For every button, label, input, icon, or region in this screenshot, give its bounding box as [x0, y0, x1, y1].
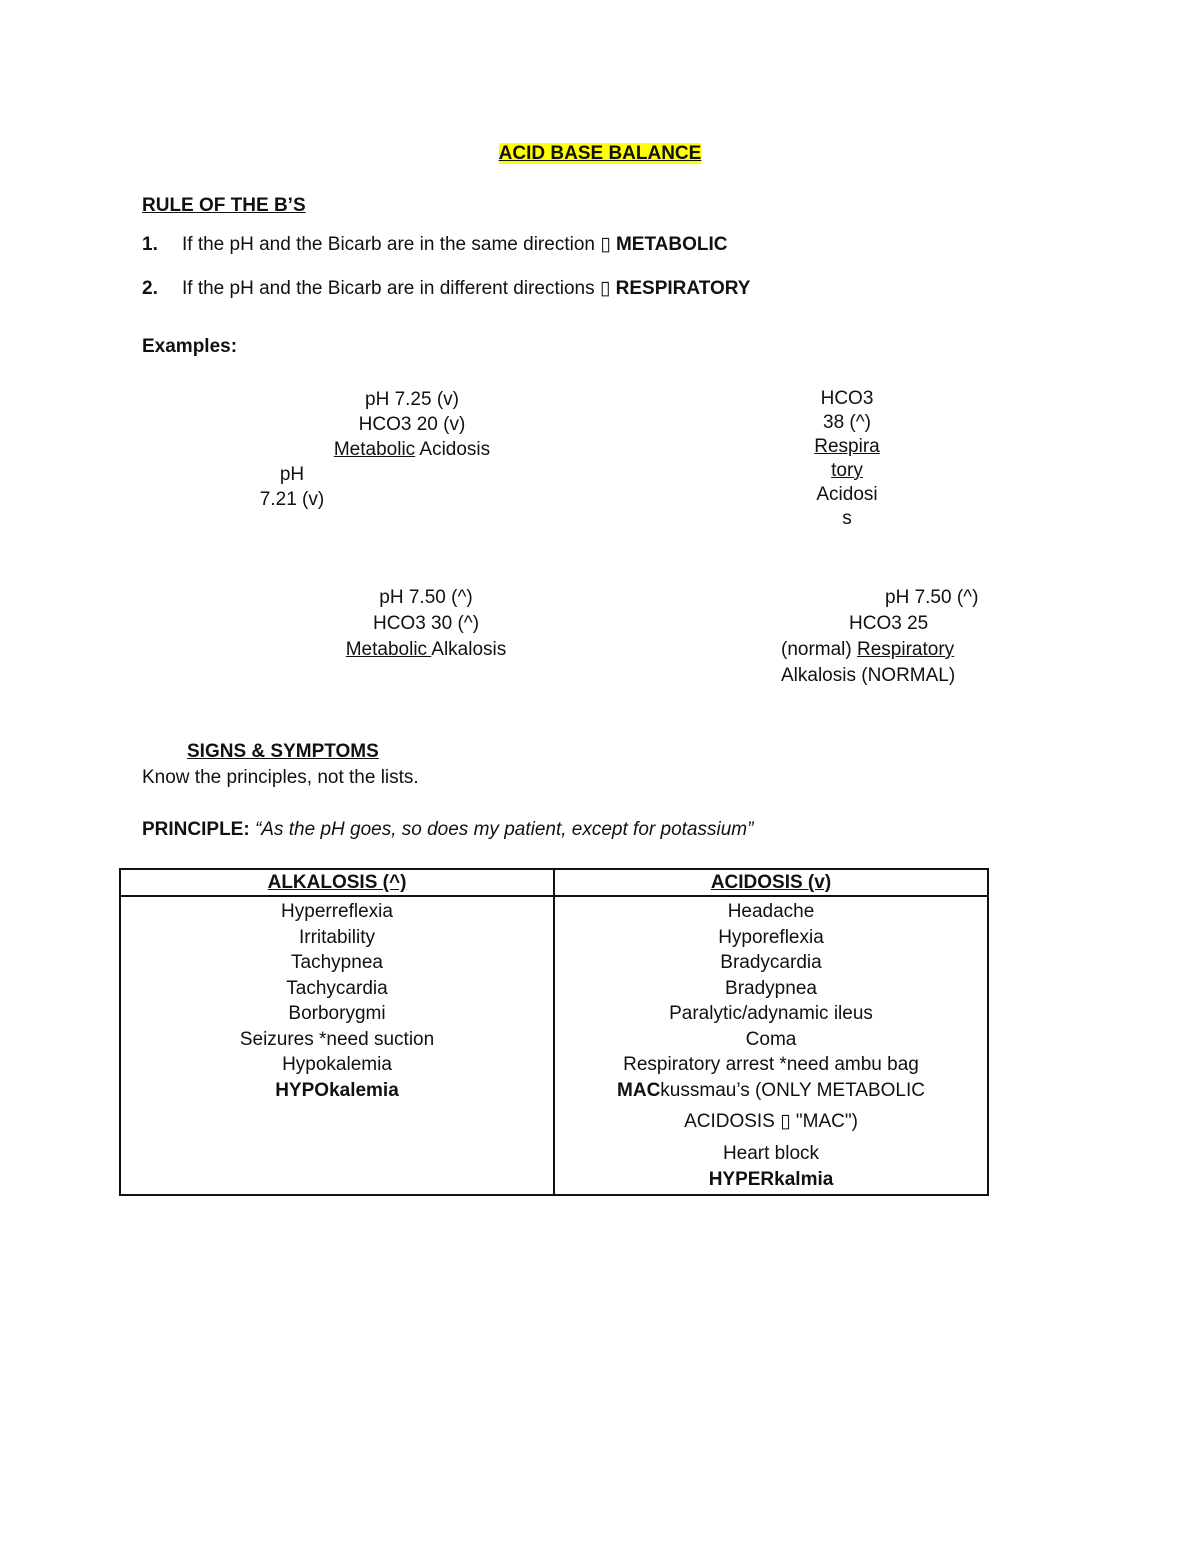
- list-item: Headache: [727, 901, 815, 922]
- list-item: Tachypnea: [291, 952, 383, 973]
- page-title-text: ACID BASE BALANCE: [498, 143, 702, 164]
- list-item: Hypokalemia: [282, 1054, 392, 1075]
- list-item: Heart block: [722, 1143, 820, 1164]
- alkalosis-cell: [120, 896, 554, 1195]
- example-stray-ph: pH 7.21 (v): [259, 464, 325, 510]
- rule-item-1: [142, 233, 728, 256]
- signs-table: [119, 868, 989, 1196]
- signs-note: Know the principles, not the lists.: [142, 767, 419, 788]
- examples-label: Examples:: [142, 336, 238, 357]
- principle-line: [142, 819, 753, 841]
- example-hco3: HCO3 30 (^): [372, 613, 480, 634]
- principle-label: PRINCIPLE:: [142, 819, 250, 840]
- list-item: HYPERkalmia: [708, 1168, 834, 1190]
- list-item: Tachycardia: [286, 977, 388, 999]
- list-item: Seizures *need suction: [239, 1028, 435, 1050]
- list-item: Respiratory arrest *need ambu bag: [623, 1054, 919, 1075]
- rule-keyword: METABOLIC: [615, 234, 728, 255]
- example-ph: pH 7.50 (^): [885, 587, 979, 608]
- list-item: ACIDOSIS ▯ "MAC"): [684, 1111, 858, 1132]
- list-item: Hyporeflexia: [718, 926, 824, 948]
- rule-heading: RULE OF THE B’S: [142, 195, 306, 216]
- principle-text: “As the pH goes, so does my patient, except for potassium”: [254, 819, 754, 840]
- example-respiratory-alkalosis: pH 7.50 (^) HCO3 25 (normal) Respiratory Alkalosis (NORMAL): [781, 585, 1001, 689]
- example-type: (normal) Respiratory: [781, 639, 955, 660]
- example-ph: pH 7.25 (v): [365, 389, 459, 410]
- list-item: MACkussmau’s (ONLY METABOLIC: [617, 1079, 925, 1101]
- example-ph: pH 7.50 (^): [379, 587, 473, 608]
- example-type: Metabolic Acidosis: [333, 439, 491, 460]
- list-item: Borborygmi: [288, 1003, 386, 1024]
- acidosis-cell: [554, 896, 988, 1195]
- list-item: Bradypnea: [725, 977, 817, 999]
- example-metabolic-alkalosis: [276, 585, 576, 663]
- list-item: Paralytic/adynamic ileus: [669, 1003, 873, 1024]
- table-header-row: [120, 869, 988, 896]
- example-hco3: HCO3 20 (v): [358, 414, 466, 435]
- example-type: Metabolic Alkalosis: [345, 639, 507, 660]
- list-item: Hyperreflexia: [281, 901, 393, 922]
- example-hco3: HCO3 25: [849, 613, 929, 634]
- signs-heading: SIGNS & SYMPTOMS: [187, 741, 379, 762]
- rule-keyword: RESPIRATORY: [615, 278, 751, 299]
- rule-item-2: [142, 277, 750, 300]
- list-item: Irritability: [298, 926, 375, 948]
- list-item: Coma: [745, 1028, 797, 1050]
- header-acidosis: ACIDOSIS (v): [554, 869, 988, 896]
- page-title: [0, 143, 1200, 165]
- list-item: Bradycardia: [720, 952, 822, 973]
- header-alkalosis: ALKALOSIS (^): [120, 869, 554, 896]
- list-item: HYPOkalemia: [275, 1079, 399, 1101]
- rule-text: If the pH and the Bicarb are in different directions ▯: [182, 278, 611, 299]
- rule-text: If the pH and the Bicarb are in the same direction ▯: [182, 234, 611, 255]
- rule-number: 1.: [142, 234, 158, 255]
- example-metabolic-acidosis: [262, 387, 562, 462]
- table-row: [120, 896, 988, 1195]
- example-respiratory-acidosis: HCO3 38 (^) Respira tory Acidosi s: [814, 388, 880, 529]
- rule-number: 2.: [142, 278, 158, 299]
